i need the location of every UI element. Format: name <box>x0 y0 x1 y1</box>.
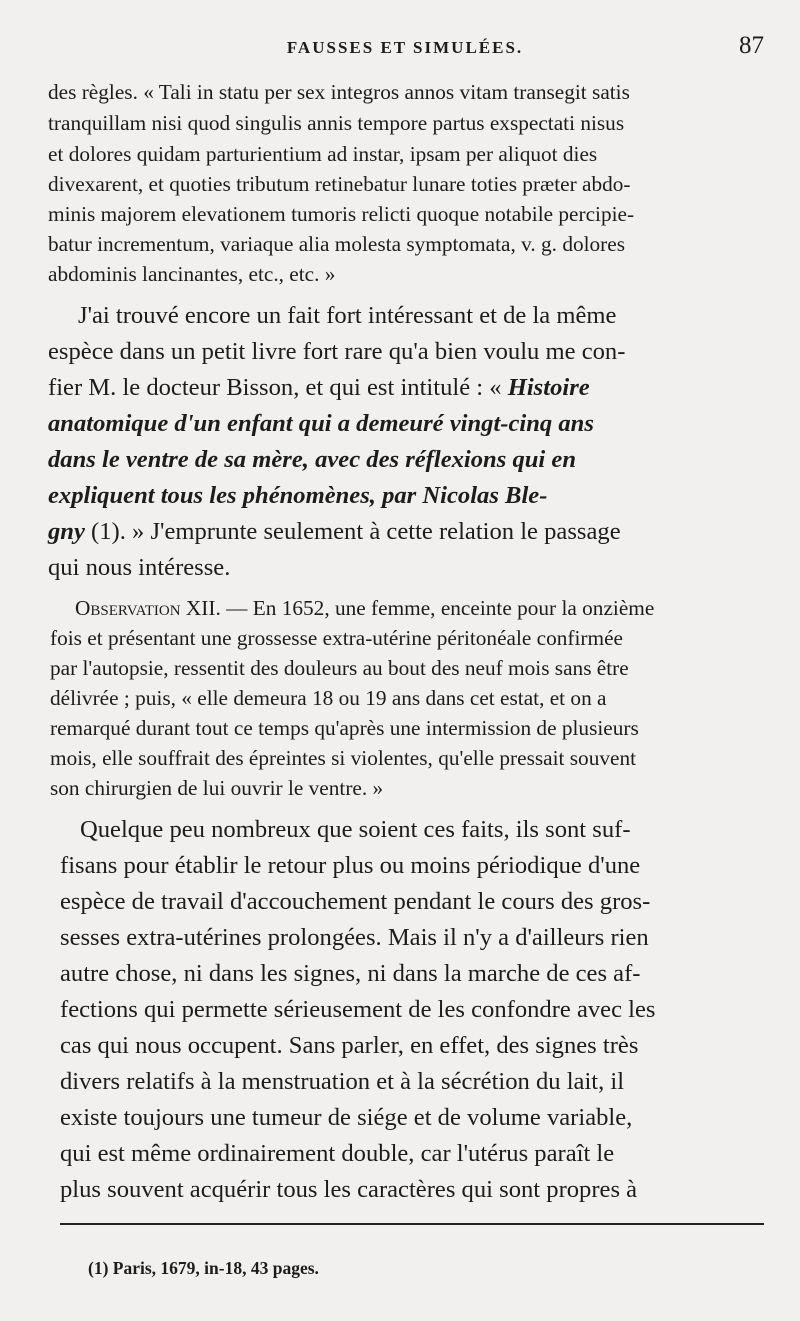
paragraph-line: fections qui permette sérieusement de les confondre avec les <box>60 996 656 1023</box>
observation-line: remarqué durant tout ce temps qu'après une intermission de plusieurs <box>50 716 639 740</box>
paragraph-line: plus souvent acquérir tous les caractères qui sont propres à <box>60 1176 638 1203</box>
paragraph-line: divers relatifs à la menstruation et à la sécrétion du lait, il <box>60 1068 625 1095</box>
footnote-rule <box>60 1223 764 1225</box>
book-title-line: anatomique d'un enfant qui a demeuré vingt-cinq ans <box>48 410 594 437</box>
observation-label: Observation XII. <box>75 596 221 620</box>
paragraph-line <box>48 374 590 402</box>
observation-line: fois et présentant une grossesse extra-utérine péritonéale confirmée <box>50 626 623 650</box>
paragraph-line: fisans pour établir le retour plus ou moins périodique d'une <box>60 852 641 879</box>
book-title: gny <box>48 518 85 545</box>
quote-line: tranquillam nisi quod singulis annis tempore partus exspectati nisus <box>48 111 625 135</box>
quote-line: divexarent, et quoties tributum retinebatur lunare toties præter abdo- <box>48 172 631 196</box>
observation-line: par l'autopsie, ressentit des douleurs au bout des neuf mois sans être <box>50 656 629 680</box>
paragraph-text: fier M. le docteur Bisson, et qui est intitulé : « <box>48 374 502 401</box>
quote-line: des règles. « Tali in statu per sex integros annos vitam transegit satis <box>48 80 630 104</box>
paragraph-line: cas qui nous occupent. Sans parler, en effet, des signes très <box>60 1032 639 1059</box>
paragraph-line: espèce de travail d'accouchement pendant le cours des gros- <box>60 888 651 915</box>
running-head <box>46 32 764 68</box>
paragraph-line: qui nous intéresse. <box>48 554 231 581</box>
observation-line: délivrée ; puis, « elle demeura 18 ou 19 ans dans cet estat, et on a <box>50 686 607 710</box>
book-title-line: dans le ventre de sa mère, avec des réflexions qui en <box>48 446 576 473</box>
quote-line: et dolores quidam parturientium ad instar, ipsam per aliquot dies <box>48 142 598 166</box>
paragraph-line: Quelque peu nombreux que soient ces faits, ils sont suf- <box>80 816 631 843</box>
book-title: Histoire <box>507 374 590 401</box>
quote-line: batur incrementum, variaque alia molesta symptomata, v. g. dolores <box>48 232 626 256</box>
observation-text: — En 1652, une femme, enceinte pour la onzième <box>220 596 655 620</box>
running-title: FAUSSES ET SIMULÉES. <box>286 38 524 57</box>
paragraph-line: autre chose, ni dans les signes, ni dans la marche de ces af- <box>60 960 641 987</box>
book-title-line: expliquent tous les phénomènes, par Nicolas Ble- <box>48 482 548 509</box>
paragraph-line: sesses extra-utérines prolongées. Mais il n'y a d'ailleurs rien <box>60 924 649 951</box>
observation-line <box>75 596 654 621</box>
page-number: 87 <box>739 32 764 59</box>
observation-line: mois, elle souffrait des épreintes si violentes, qu'elle pressait souvent <box>50 746 637 770</box>
quote-line: abdominis lancinantes, etc., etc. » <box>48 262 336 286</box>
paragraph-line <box>48 518 621 546</box>
paragraph-line: espèce dans un petit livre fort rare qu'a bien voulu me con- <box>48 338 626 365</box>
footnote: (1) Paris, 1679, in-18, 43 pages. <box>88 1258 319 1278</box>
paragraph-line: qui est même ordinairement double, car l'utérus paraît le <box>60 1140 615 1167</box>
observation-line: son chirurgien de lui ouvrir le ventre. » <box>50 776 384 800</box>
paragraph-line: existe toujours une tumeur de siége et de volume variable, <box>60 1104 633 1131</box>
paragraph-text: (1). » J'emprunte seulement à cette relation le passage <box>84 518 621 545</box>
paragraph-line: J'ai trouvé encore un fait fort intéressant et de la même <box>78 302 617 329</box>
quote-line: minis majorem elevationem tumoris relicti quoque notabile percipie- <box>48 202 635 226</box>
